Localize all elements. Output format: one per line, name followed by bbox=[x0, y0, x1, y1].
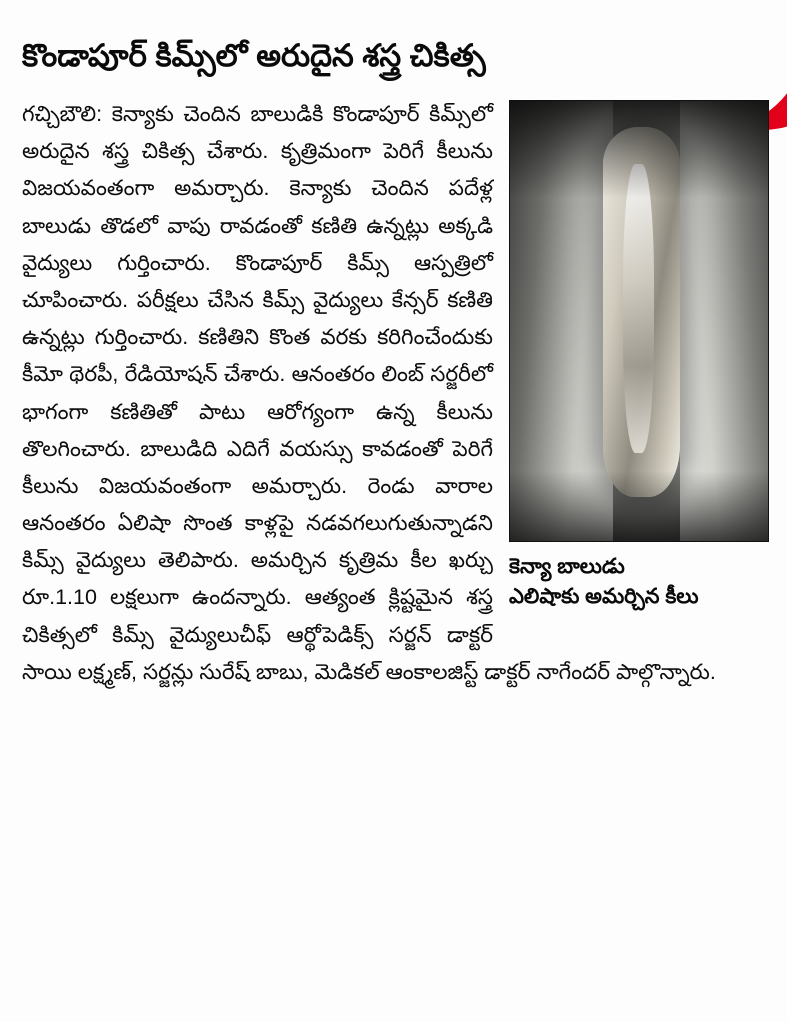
photo-shadow-bottom bbox=[510, 471, 768, 541]
figure-caption-line-2: ఎలిషాకు అమర్చిన కీలు bbox=[509, 585, 699, 609]
page-title: కొండాపూర్ కిమ్స్‌లో అరుదైన శస్త్ర చికిత్స bbox=[22, 37, 486, 73]
figure-caption-line-1: కెన్యా బాలుడు bbox=[509, 555, 625, 578]
surgery-photo bbox=[509, 100, 769, 542]
photo-shadow-top bbox=[510, 101, 768, 198]
article-paragraph: గచ్చిబౌలి: కెన్యాకు చెందిన బాలుడికి కొండాపూర్ కిమ్స్‌లో అరుదైన శస్త్ర చికిత్స చేశారు. కృత్రిమంగా పెరిగే కీలును విజయవంతంగా అమర్చారు. కెన్యాకు చెందిన పదేళ్ల బాలుడు తొడలో వాపు రావడంతో కణితి ఉన్నట్లు అక్కడి వైద్యులు గుర్తించారు. కొండాపూర్ కిమ్స్ ఆస్పత్రిలో చూపించారు. పరీక్షలు చేసిన కిమ్స్ వైద్యులు కేన్సర్ కణితి ఉన్నట్లు గుర్తించారు. కణితిని కొంత వరకు కరిగించేందుకు కీమో థెరపీ, రేడియోషన్ చేశారు. ఆనంతరం లింబ్ సర్జరీలో భాగంగా కణితితో పాటు ఆరోగ్యంగా ఉన్న కీలును తొలగించారు. బాలుడిది ఎదిగే వయస్సు కావడంతో పెరిగే కీలును విజయవంతంగా అమర్చారు. రెండు వారాల ఆనంతరం ఏలిషా సొంత కాళ్లపై నడవగలుగుతున్నాడని కిమ్స్ వైద్యులు తెలిపారు. అమర్చిన కృత్రిమ కీల ఖర్చు రూ.1.10 లక్షలుగా ఉందన్నారు. ఆత్యంత క్లిష్టమైన శస్త్ర చికిత్సలో కిమ్స్ వైద్యులుచీఫ్ ఆర్థోపెడిక్స్ సర్జన్ డాక్టర్ సాయి లక్ష్మణ్, సర్జన్లు సురేష్ బాబు, మెడికల్ ఆంకాలజిస్ట్ డాక్టర్ నాగేందర్ పాల్గొన్నారు. bbox=[22, 102, 716, 684]
figure-caption bbox=[509, 552, 767, 613]
article-content bbox=[22, 96, 767, 691]
figure bbox=[509, 100, 767, 613]
